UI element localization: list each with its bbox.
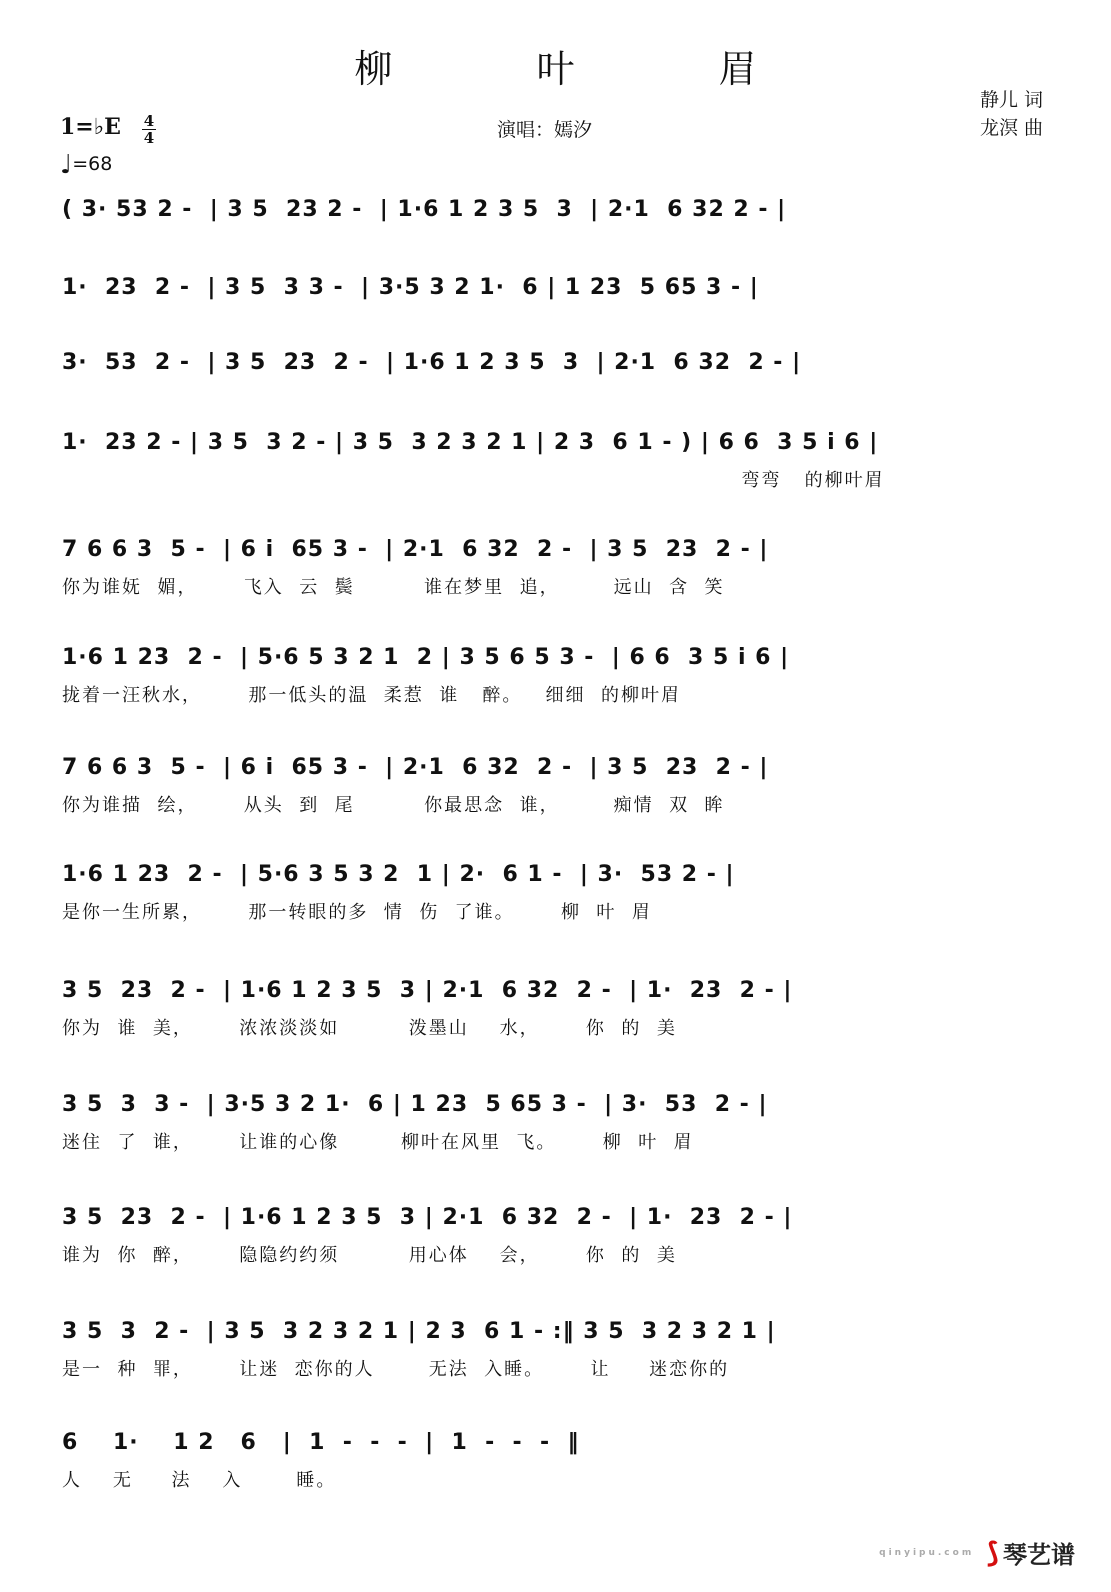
lyrics-line: 是你一生所累， 那一转眼的多 情 伤 了谁。 柳 叶 眉 xyxy=(62,902,652,923)
tempo-marking xyxy=(60,150,112,180)
system-6 xyxy=(60,645,1050,715)
watermark-brand: 琴艺谱 xyxy=(1003,1541,1075,1569)
system-9 xyxy=(60,978,1050,1048)
notation-line: 3 5 23 2 - | 1·6 1 2 3 5 3 | 2·1 6 32 2 - | 1· 23 2 - | xyxy=(62,978,793,1003)
notation-line: ( 3· 53 2 - | 3 5 23 2 - | 1·6 1 2 3 5 3 | 2·1 6 32 2 - | xyxy=(62,197,787,222)
system-2 xyxy=(60,275,1050,345)
lyrics-line: 拢着一汪秋水， 那一低头的温 柔惹 谁 醉。 细细 的柳叶眉 xyxy=(62,685,681,706)
notation-line: 3 5 3 3 - | 3·5 3 2 1· 6 | 1 23 5 65 3 - | 3· 53 2 - | xyxy=(62,1092,768,1117)
system-5 xyxy=(60,537,1050,607)
system-3 xyxy=(60,350,1050,420)
tempo-value: =68 xyxy=(72,153,113,175)
lyrics-line: 你为谁描 绘， 从头 到 尾 你最思念 谁， 痴情 双 眸 xyxy=(62,795,725,816)
time-signature xyxy=(142,114,156,145)
notation-line: 3· 53 2 - | 3 5 23 2 - | 1·6 1 2 3 5 3 | 2·1 6 32 2 - | xyxy=(62,350,802,375)
system-12 xyxy=(60,1319,1050,1389)
lyrics-line: 你为谁妩 媚， 飞入 云 鬓 谁在梦里 追， 远山 含 笑 xyxy=(62,577,725,598)
brand-logo-icon: ⟆ xyxy=(986,1536,999,1569)
lyrics-line: 是一 种 罪， 让迷 恋你的人 无法 入睡。 让 迷恋你的 xyxy=(62,1359,730,1380)
notation-line: 1·6 1 23 2 - | 5·6 5 3 2 1 2 | 3 5 6 5 3 - | 6 6 3 5 i 6 | xyxy=(62,645,790,670)
notation-line: 7 6 6 3 5 - | 6 i 65 3 - | 2·1 6 32 2 - | 3 5 23 2 - | xyxy=(62,755,769,780)
watermark xyxy=(879,1535,1075,1570)
lyrics-line: 你为 谁 美， 浓浓淡淡如 泼墨山 水， 你 的 美 xyxy=(62,1018,677,1039)
credits xyxy=(980,86,1043,142)
time-sig-top: 4 xyxy=(143,112,155,130)
notation-line: 3 5 3 2 - | 3 5 3 2 3 2 1 | 2 3 6 1 - :‖ 3 5 3 2 3 2 1 | xyxy=(62,1319,776,1344)
lyrics-line: 弯弯 的柳叶眉 xyxy=(62,470,885,491)
system-11 xyxy=(60,1205,1050,1275)
time-sig-bottom: 4 xyxy=(143,129,155,147)
system-13 xyxy=(60,1430,1050,1500)
system-1 xyxy=(60,197,1050,267)
lyrics-line: 谁为 你 醉， 隐隐约约须 用心体 会， 你 的 美 xyxy=(62,1245,677,1266)
quarter-note-icon: ♩ xyxy=(60,150,73,180)
notation-line: 1·6 1 23 2 - | 5·6 3 5 3 2 1 | 2· 6 1 - | 3· 53 2 - | xyxy=(62,862,735,887)
watermark-site: qinyipu.com xyxy=(879,1547,975,1558)
lyrics-line: 迷住 了 谁， 让谁的心像 柳叶在风里 飞。 柳 叶 眉 xyxy=(62,1132,694,1153)
composer: 龙溟 曲 xyxy=(979,117,1043,139)
system-8 xyxy=(60,862,1050,932)
score-title: 柳 叶 眉 xyxy=(354,47,823,91)
key-signature: 1=♭E xyxy=(60,114,121,140)
notation-line: 7 6 6 3 5 - | 6 i 65 3 - | 2·1 6 32 2 - | 3 5 23 2 - | xyxy=(62,537,769,562)
system-4 xyxy=(60,430,1050,500)
system-7 xyxy=(60,755,1050,825)
singer: 演唱：嫣汐 xyxy=(497,119,593,141)
notation-line: 1· 23 2 - | 3 5 3 3 - | 3·5 3 2 1· 6 | 1 23 5 65 3 - | xyxy=(62,275,759,300)
notation-line: 1· 23 2 - | 3 5 3 2 - | 3 5 3 2 3 2 1 | 2 3 6 1 - ) | 6 6 3 5 i 6 | xyxy=(62,430,879,455)
notation-line: 3 5 23 2 - | 1·6 1 2 3 5 3 | 2·1 6 32 2 - | 1· 23 2 - | xyxy=(62,1205,793,1230)
notation-line: 6 1· 1 2 6 | 1 - - - | 1 - - - ‖ xyxy=(62,1430,580,1455)
lyricist: 静儿 词 xyxy=(979,89,1043,111)
lyrics-line: 人 无 法 入 睡。 xyxy=(62,1470,337,1491)
system-10 xyxy=(60,1092,1050,1162)
